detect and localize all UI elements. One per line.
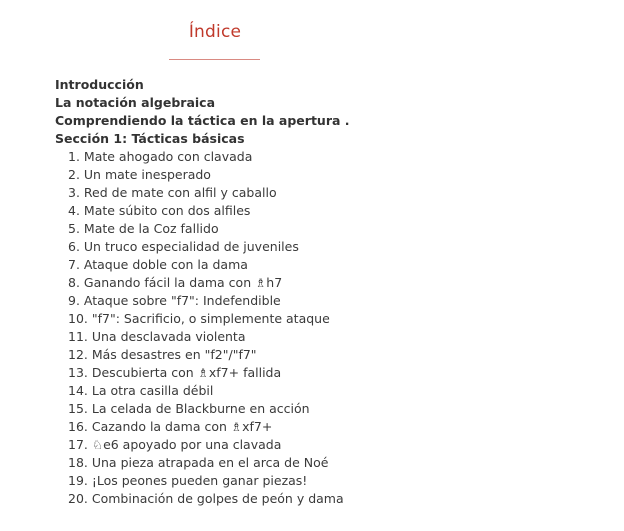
toc-heading-introduccion[interactable]: Introducción xyxy=(55,77,144,92)
toc-item[interactable] xyxy=(55,472,350,490)
table-of-contents xyxy=(55,76,350,508)
toc-item-number: 17 . xyxy=(68,437,92,452)
toc-item[interactable] xyxy=(55,220,350,238)
toc-item[interactable] xyxy=(55,256,350,274)
toc-item-number: 7 . xyxy=(68,257,84,272)
toc-item-text: Cazando la dama con ♗xf7+ xyxy=(91,419,273,434)
toc-item[interactable] xyxy=(55,310,350,328)
toc-item-text: Un mate inesperado xyxy=(83,167,211,182)
toc-item-text: Mate de la Coz fallido xyxy=(83,221,219,236)
toc-item-number: 1 . xyxy=(68,149,84,164)
toc-item-text: La otra casilla débil xyxy=(91,383,214,398)
toc-item[interactable] xyxy=(55,292,350,310)
toc-item-text: Combinación de golpes de peón y dama xyxy=(91,491,344,506)
toc-item-text: Ataque sobre "f7": Indefendible xyxy=(83,293,281,308)
toc-item-text: Mate ahogado con clavada xyxy=(83,149,253,164)
toc-item[interactable] xyxy=(55,400,350,418)
toc-item-number: 13 . xyxy=(68,365,92,380)
toc-heading-seccion-1[interactable]: Sección 1: Tácticas básicas xyxy=(55,131,245,146)
toc-item-number: 11 . xyxy=(68,329,92,344)
toc-item[interactable] xyxy=(55,364,350,382)
toc-item-number: 16 . xyxy=(68,419,92,434)
toc-item-text: Red de mate con alfil y caballo xyxy=(83,185,277,200)
toc-item[interactable] xyxy=(55,346,350,364)
toc-item-text: ♘e6 apoyado por una clavada xyxy=(91,437,282,452)
toc-item[interactable] xyxy=(55,274,350,292)
toc-item-text: Una desclavada violenta xyxy=(91,329,246,344)
toc-item-number: 12 . xyxy=(68,347,92,362)
toc-item[interactable] xyxy=(55,382,350,400)
toc-item-text: La celada de Blackburne en acción xyxy=(91,401,310,416)
toc-item-number: 6 . xyxy=(68,239,84,254)
toc-item-text: Un truco especialidad de juveniles xyxy=(83,239,299,254)
toc-item[interactable] xyxy=(55,436,350,454)
toc-item-number: 18 . xyxy=(68,455,92,470)
toc-item-text: Ganando fácil la dama con ♗h7 xyxy=(83,275,283,290)
toc-item-number: 9 . xyxy=(68,293,84,308)
toc-item-number: 10 . xyxy=(68,311,92,326)
toc-item-number: 14 . xyxy=(68,383,92,398)
toc-item[interactable] xyxy=(55,418,350,436)
toc-item[interactable] xyxy=(55,148,350,166)
index-title: Índice xyxy=(188,22,242,42)
toc-item-text: Descubierta con ♗xf7+ fallida xyxy=(91,365,282,380)
toc-item[interactable] xyxy=(55,328,350,346)
toc-item-number: 8 . xyxy=(68,275,84,290)
toc-item[interactable] xyxy=(55,454,350,472)
toc-item-number: 4 . xyxy=(68,203,84,218)
toc-item-number: 3 . xyxy=(68,185,84,200)
toc-heading-notacion[interactable]: La notación algebraica xyxy=(55,95,216,110)
toc-item-text: Una pieza atrapada en el arca de Noé xyxy=(91,455,329,470)
toc-item-text: Mate súbito con dos alfiles xyxy=(83,203,251,218)
toc-item[interactable] xyxy=(55,238,350,256)
toc-heading-tactica-apertura[interactable]: Comprendiendo la táctica en la apertura . xyxy=(55,113,350,128)
toc-item[interactable] xyxy=(55,184,350,202)
toc-item[interactable] xyxy=(55,490,350,508)
toc-item-text: "f7": Sacrificio, o simplemente ataque xyxy=(91,311,330,326)
toc-item-number: 19 . xyxy=(68,473,92,488)
toc-item-text: Más desastres en "f2"/"f7" xyxy=(91,347,257,362)
toc-item-text: ¡Los peones pueden ganar piezas! xyxy=(91,473,308,488)
toc-item[interactable] xyxy=(55,166,350,184)
toc-item-number: 2 . xyxy=(68,167,84,182)
toc-item-number: 5 . xyxy=(68,221,84,236)
toc-item-number: 20 . xyxy=(68,491,92,506)
toc-item-text: Ataque doble con la dama xyxy=(83,257,248,272)
title-underline xyxy=(169,59,260,60)
toc-item-number: 15 . xyxy=(68,401,92,416)
toc-item[interactable] xyxy=(55,202,350,220)
